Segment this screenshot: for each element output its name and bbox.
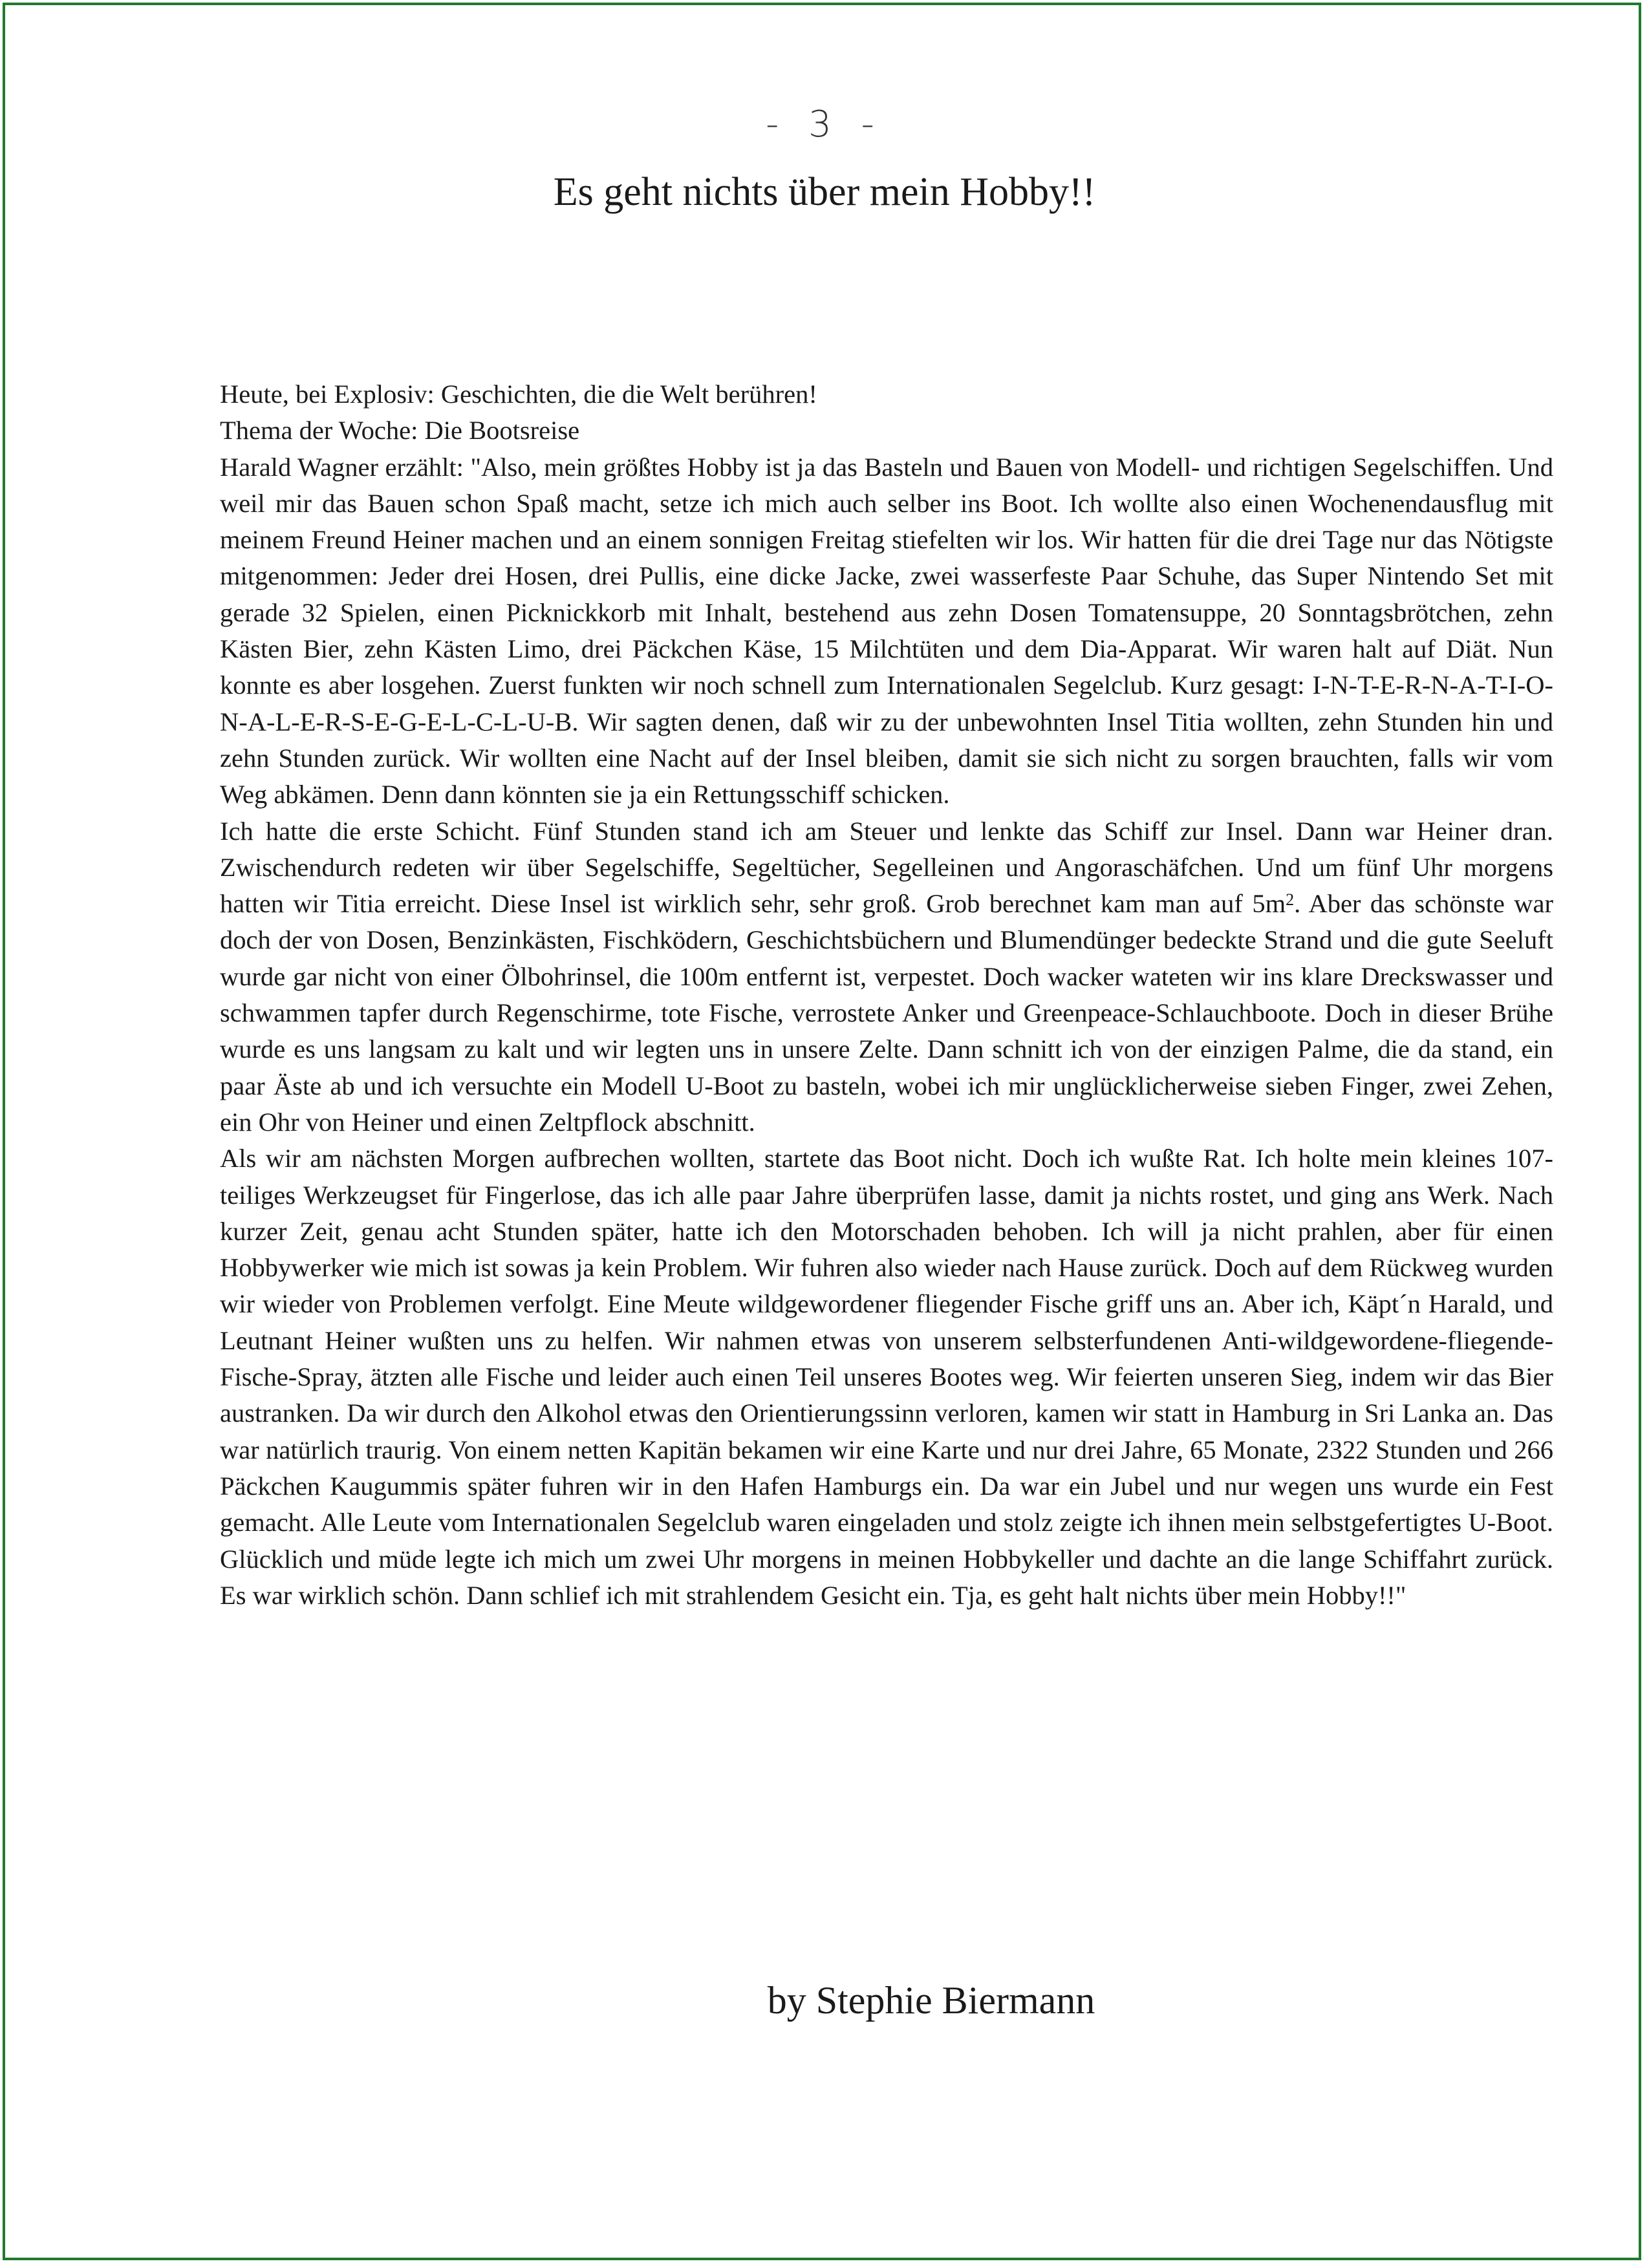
paragraph-1: Harald Wagner erzählt: "Also, mein größtes Hobby ist ja das Basteln und Bauen von Modell- und richtigen Segelschiffen. Und weil mir das Bauen schon Spaß macht, setze ich mich auch selber ins Boot. Ich wollte also einen Wochenendausflug mit meinem Freund Heiner machen und an einem sonnigen Freitag stiefelten wir los. Wir hatten für die drei Tage nur das Nötigste mitgenommen: Jeder drei Hosen, drei Pullis, eine dicke Jacke, zwei wasserfeste Paar Schuhe, das Super Nintendo Set mit gerade 32 Spielen, einen Picknickkorb mit Inhalt, bestehend aus zehn Dosen Tomatensuppe, 20 Sonntagsbrötchen, zehn Kästen Bier, zehn Kästen Limo, drei Päckchen Käse, 15 Milchtüten und dem Dia-Apparat. Wir waren halt auf Diät. Nun konnte es aber losgehen. Zuerst funkten wir noch schnell zum Internationalen Segelclub. Kurz gesagt: I-N-T-E-R-N-A-T-I-O-N-A-L-E-R-S-E-G-E-L-C-L-U-B. Wir sagten denen, daß wir zu der unbewohnten Insel Titia wollten, zehn Stunden hin und zehn Stunden zurück. Wir wollten eine Nacht auf der Insel bleiben, damit sie sich nicht zu sorgen brauchten, falls wir vom Weg abkämen. Denn dann könnten sie ja ein Rettungsschiff schicken.: [220, 452, 1553, 809]
paragraph-2: [220, 813, 1553, 1141]
intro-line: Heute, bei Explosiv: Geschichten, die die Welt berühren!: [220, 380, 817, 409]
exponent: 2: [1286, 890, 1295, 910]
story-body: [220, 376, 1553, 1614]
page-number: - 3 -: [766, 103, 883, 145]
page-title: Es geht nichts über mein Hobby!!: [553, 170, 1096, 214]
paragraph-2-part-2: . Aber das schönste war doch der von Dosen, Benzinkästen, Fischködern, Geschichtsbüchern und Blumendünger bedeckte Strand und die gute Seeluft wurde gar nicht von einer Ölbohrinsel, die 100m entfernt ist, verpestet. Doch wacker wateten wir ins klare Dreckswasser und schwammen tapfer durch Regenschirme, tote Fische, verrostete Anker und Greenpeace-Schlauchboote. Doch in dieser Brühe wurde es uns langsam zu kalt und wir legten uns in unsere Zelte. Dann schnitt ich von der einzigen Palme, die da stand, ein paar Äste ab und ich versuchte ein Modell U-Boot zu basteln, wobei ich mir unglücklicherweise sieben Finger, zwei Zehen, ein Ohr von Heiner und einen Zeltpflock abschnitt.: [220, 889, 1553, 1137]
author-signature: by Stephie Biermann: [767, 1979, 1095, 2022]
paragraph-2-part-1: Ich hatte die erste Schicht. Fünf Stunden stand ich am Steuer und lenkte das Schiff zur Insel. Dann war Heiner dran. Zwischendurch redeten wir über Segelschiffe, Segeltücher, Segelleinen und Angoraschäfchen. Und um fünf Uhr morgens hatten wir Titia erreicht. Diese Insel ist wirklich sehr, sehr groß. Grob berechnet kam man auf 5m: [220, 816, 1553, 919]
topic-line: Thema der Woche: Die Bootsreise: [220, 416, 580, 445]
paragraph-3: Als wir am nächsten Morgen aufbrechen wollten, startete das Boot nicht. Doch ich wußte Rat. Ich holte mein kleines 107-teiliges Werkzeugset für Fingerlose, das ich alle paar Jahre überprüfen lasse, damit ja nichts rostet, und ging ans Werk. Nach kurzer Zeit, genau acht Stunden später, hatte ich den Motorschaden behoben. Ich will ja nicht prahlen, aber für einen Hobbywerker wie mich ist sowas ja kein Problem. Wir fuhren also wieder nach Hause zurück. Doch auf dem Rückweg wurden wir wieder von Problemen verfolgt. Eine Meute wildgewordener fliegender Fische griff uns an. Aber ich, Käpt´n Harald, und Leutnant Heiner wußten uns zu helfen. Wir nahmen etwas von unserem selbsterfundenen Anti-wildgewordene-fliegende-Fische-Spray, ätzten alle Fische und leider auch einen Teil unseres Bootes weg. Wir feierten unseren Sieg, indem wir das Bier austranken. Da wir durch den Alkohol etwas den Orientierungssinn verloren, kamen wir statt in Hamburg in Sri Lanka an. Das war natürlich traurig. Von einem netten Kapitän bekamen wir eine Karte und nur drei Jahre, 65 Monate, 2322 Stunden und 266 Päckchen Kaugummis später fuhren wir in den Hafen Hamburgs ein. Da war ein Jubel und nur wegen uns wurde ein Fest gemacht. Alle Leute vom Internationalen Segelclub waren eingeladen und stolz zeigte ich ihnen mein selbstgefertigtes U-Boot. Glücklich und müde legte ich mich um zwei Uhr morgens in meinen Hobbykeller und dachte an die lange Schiffahrt zurück. Es war wirklich schön. Dann schlief ich mit strahlendem Gesicht ein. Tja, es geht halt nichts über mein Hobby!!": [220, 1144, 1553, 1610]
